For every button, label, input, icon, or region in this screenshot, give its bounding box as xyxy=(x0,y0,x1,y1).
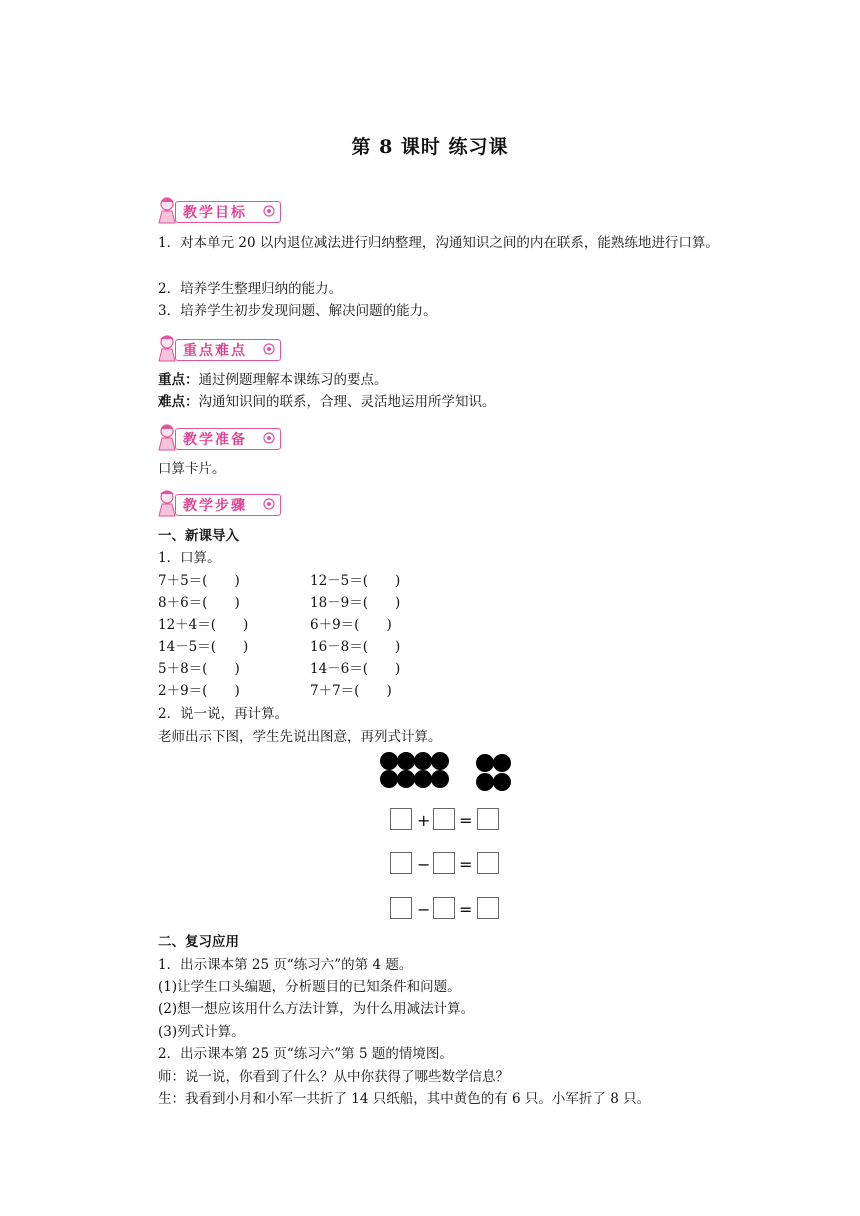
heading-text: 教学步骤 xyxy=(183,498,247,514)
goal-2: 2．培养学生整理归纳的能力。 xyxy=(158,281,343,297)
part2-line-6: 师：说一说，你看到了什么？从中你获得了哪些数学信息？ xyxy=(158,1069,509,1085)
calc-left-3: 12＋4＝( ) xyxy=(158,617,249,633)
equation-row-sub-2 xyxy=(390,897,502,921)
calc-right-5: 14－6＝( ) xyxy=(310,661,401,677)
part1-item2: 2．说一说，再计算。 xyxy=(158,706,289,722)
prep-text: 口算卡片。 xyxy=(158,461,226,477)
calc-right-2: 18－9＝( ) xyxy=(310,595,401,611)
key-label: 重点： xyxy=(158,372,199,388)
part1-heading: 一、新课导入 xyxy=(158,528,239,544)
answer-box[interactable] xyxy=(390,808,412,830)
part2-heading: 二、复习应用 xyxy=(158,934,239,950)
answer-box[interactable] xyxy=(477,808,499,830)
equals-sign: = xyxy=(459,855,473,874)
answer-box[interactable] xyxy=(433,808,455,830)
section-heading-goals xyxy=(155,195,281,225)
equation-row-add xyxy=(390,808,502,832)
answer-box[interactable] xyxy=(433,897,455,919)
part1-item2-desc: 老师出示下图，学生先说出图意，再列式计算。 xyxy=(158,729,442,745)
heading-text: 教学准备 xyxy=(183,432,247,448)
dot xyxy=(476,754,494,772)
dot xyxy=(476,773,494,791)
dot xyxy=(431,752,449,770)
part2-line-3: (2)想一想应该用什么方法计算，为什么用减法计算。 xyxy=(158,1001,475,1017)
heading-text: 教学目标 xyxy=(183,205,247,221)
equals-sign: = xyxy=(459,900,473,919)
part2-line-2: (1)让学生口头编题，分析题目的已知条件和问题。 xyxy=(158,979,461,995)
difficulty xyxy=(158,392,496,412)
equation-row-sub-1 xyxy=(390,852,502,876)
dot xyxy=(414,770,432,788)
equals-sign: = xyxy=(459,811,473,830)
calc-right-4: 16－8＝( ) xyxy=(310,639,401,655)
part2-line-5: 2．出示课本第 25 页“练习六”第 5 题的情境图。 xyxy=(158,1046,453,1062)
part2-line-4: (3)列式计算。 xyxy=(158,1024,245,1040)
dot xyxy=(397,770,415,788)
goal-3: 3．培养学生初步发现问题、解决问题的能力。 xyxy=(158,303,437,319)
target-icon xyxy=(263,498,275,510)
goal-1: 1．对本单元 20 以内退位减法进行归纳整理，沟通知识之间的内在联系，能熟练地进行口算。 xyxy=(158,235,719,251)
difficulty-label: 难点： xyxy=(158,394,199,410)
key-text: 通过例题理解本课练习的要点。 xyxy=(198,372,388,388)
answer-box[interactable] xyxy=(433,852,455,874)
calc-right-1: 12－5＝( ) xyxy=(310,573,401,589)
answer-box[interactable] xyxy=(390,852,412,874)
calc-left-4: 14－5＝( ) xyxy=(158,639,249,655)
calc-left-1: 7＋5＝( ) xyxy=(158,573,240,589)
difficulty-text: 沟通知识间的联系，合理、灵活地运用所学知识。 xyxy=(198,394,496,410)
dots-group-eight xyxy=(380,752,460,792)
dot xyxy=(397,752,415,770)
calc-right-3: 6＋9＝( ) xyxy=(310,617,392,633)
section-heading-key xyxy=(155,333,281,363)
calc-left-2: 8＋6＝( ) xyxy=(158,595,240,611)
key-point xyxy=(158,370,388,390)
dot xyxy=(414,752,432,770)
dot xyxy=(380,752,398,770)
answer-box[interactable] xyxy=(477,852,499,874)
dot xyxy=(380,770,398,788)
answer-box[interactable] xyxy=(390,897,412,919)
calc-left-5: 5＋8＝( ) xyxy=(158,661,240,677)
operator: + xyxy=(417,811,431,830)
part2-line-7: 生：我看到小月和小军一共折了 14 只纸船，其中黄色的有 6 只。小军折了 8 只。 xyxy=(158,1091,651,1107)
dot xyxy=(493,754,511,772)
section-heading-prep xyxy=(155,422,281,452)
part2-line-1: 1．出示课本第 25 页“练习六”的第 4 题。 xyxy=(158,957,413,973)
heading-text: 重点难点 xyxy=(183,343,247,359)
dots-group-four xyxy=(476,754,516,794)
dot xyxy=(431,770,449,788)
target-icon xyxy=(263,432,275,444)
operator: − xyxy=(417,900,431,919)
part1-item1: 1．口算。 xyxy=(158,550,221,566)
target-icon xyxy=(263,205,275,217)
operator: − xyxy=(417,855,431,874)
target-icon xyxy=(263,343,275,355)
section-heading-steps xyxy=(155,488,281,518)
calc-right-6: 7＋7＝( ) xyxy=(310,683,392,699)
dot xyxy=(493,773,511,791)
calc-left-6: 2＋9＝( ) xyxy=(158,683,240,699)
answer-box[interactable] xyxy=(477,897,499,919)
page-title: 第 8 课时 练习课 xyxy=(351,136,509,158)
